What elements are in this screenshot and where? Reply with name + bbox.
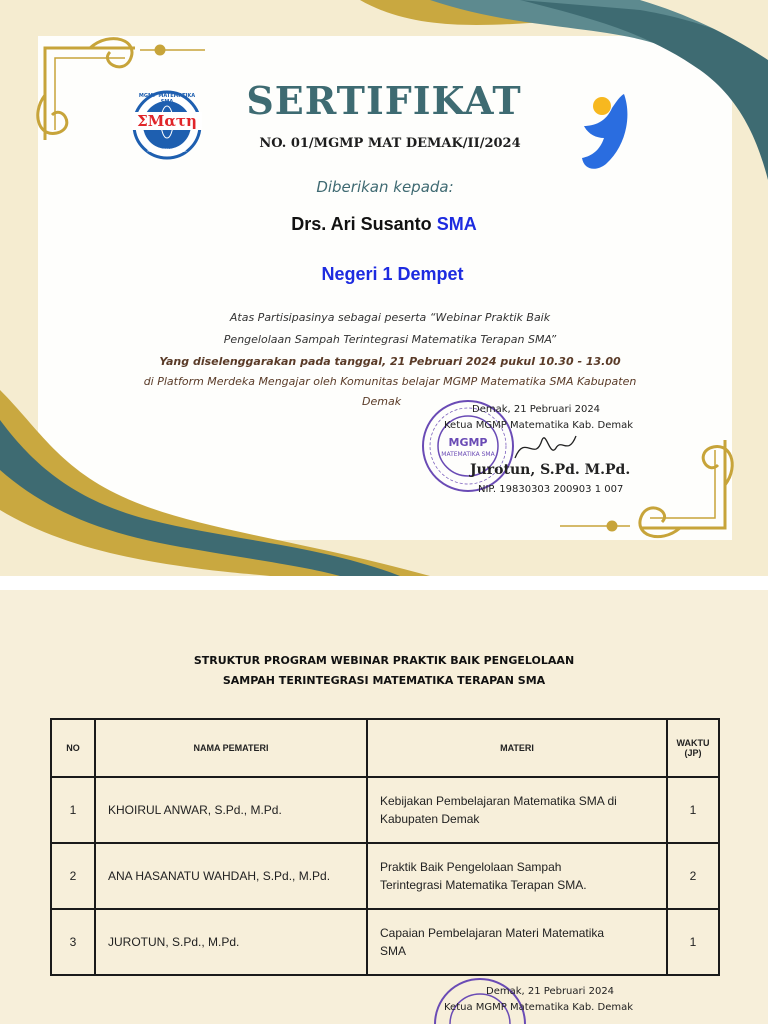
body-line: di Platform Merdeka Mengajar oleh Komunitas belajar MGMP Matematika SMA Kabupaten	[143, 375, 637, 388]
row-material-line1: Praktik Baik Pengelolaan Sampah	[380, 860, 562, 874]
recipient-name-suffix: SMA	[436, 214, 477, 234]
logo-main-text: ΣMατη	[132, 112, 202, 130]
row-jp: 1	[667, 909, 719, 975]
program-sign-place-date: Demak, 21 Pebruari 2024	[486, 986, 615, 997]
page-separator	[0, 576, 768, 590]
row-speaker: ANA HASANATU WAHDAH, S.Pd., M.Pd.	[95, 843, 367, 909]
sign-place-date: Demak, 21 Pebruari 2024	[472, 404, 601, 415]
recipient-school: Negeri 1 Dempet	[321, 264, 464, 284]
row-material-line2: SMA	[380, 944, 407, 958]
official-stamp-partial	[432, 976, 528, 1024]
row-no: 3	[51, 909, 95, 975]
row-material-line2: Kabupaten Demak	[380, 812, 480, 826]
program-title-line2: SAMPAH TERINTEGRASI MATEMATIKA TERAPAN SMA	[222, 674, 546, 687]
row-no: 2	[51, 843, 95, 909]
program-table	[50, 718, 720, 976]
row-speaker: KHOIRUL ANWAR, S.Pd., M.Pd.	[95, 777, 367, 843]
body-line: Atas Partisipasinya sebagai peserta “Webinar Praktik Baik	[229, 311, 551, 324]
certificate-number: NO. 01/MGMP MAT DEMAK/II/2024	[259, 136, 521, 151]
body-line: Pengelolaan Sampah Terintegrasi Matematika Terapan SMA”	[223, 333, 557, 346]
program-page	[0, 590, 768, 1024]
row-speaker: JUROTUN, S.Pd., M.Pd.	[95, 909, 367, 975]
header-time-line2: (JP)	[684, 748, 702, 758]
row-material-line1: Capaian Pembelajaran Materi Matematika	[380, 926, 605, 940]
table-row	[51, 843, 719, 909]
certificate-title: SERTIFIKAT	[246, 78, 522, 123]
logo-bottom-text: KABUPATEN DEMAK	[147, 148, 187, 153]
stamp-center-text: MGMP	[448, 436, 488, 449]
sign-position: Ketua MGMP Matematika Kab. Demak	[444, 420, 634, 431]
row-material	[367, 777, 667, 843]
header-time	[667, 719, 719, 777]
program-title-line1: STRUKTUR PROGRAM WEBINAR PRAKTIK BAIK PENGELOLAAN	[193, 654, 575, 667]
header-no: NO	[51, 719, 95, 777]
row-material	[367, 843, 667, 909]
row-jp: 2	[667, 843, 719, 909]
stamp-sub-text: MATEMATIKA SMA	[441, 451, 495, 458]
table-row	[51, 777, 719, 843]
row-material-line2: Terintegrasi Matematika Terapan SMA.	[380, 878, 587, 892]
row-no: 1	[51, 777, 95, 843]
given-to-label: Diberikan kepada:	[316, 178, 454, 196]
body-line: Yang diselenggarakan pada tanggal, 21 Pebruari 2024 pukul 10.30 - 13.00	[159, 355, 621, 368]
signatory-name: Jurotun, S.Pd. M.Pd.	[470, 462, 631, 478]
recipient-name	[0, 214, 768, 235]
header-speaker: NAMA PEMATERI	[95, 719, 367, 777]
signatory-nip: NIP. 19830303 200903 1 007	[478, 484, 624, 495]
body-line: Demak	[362, 395, 402, 408]
table-header-row	[51, 719, 719, 777]
row-material-line1: Kebijakan Pembelajaran Matematika SMA di	[380, 794, 617, 808]
header-time-line1: WAKTU	[676, 738, 710, 748]
recipient-name-text: Drs. Ari Susanto	[291, 214, 432, 234]
row-material	[367, 909, 667, 975]
table-row	[51, 909, 719, 975]
row-jp: 1	[667, 777, 719, 843]
header-material: MATERI	[367, 719, 667, 777]
logo-arc-text: MGMP MATEMATIKA SMA	[138, 93, 196, 105]
program-sign-position: Ketua MGMP Matematika Kab. Demak	[444, 1002, 634, 1013]
